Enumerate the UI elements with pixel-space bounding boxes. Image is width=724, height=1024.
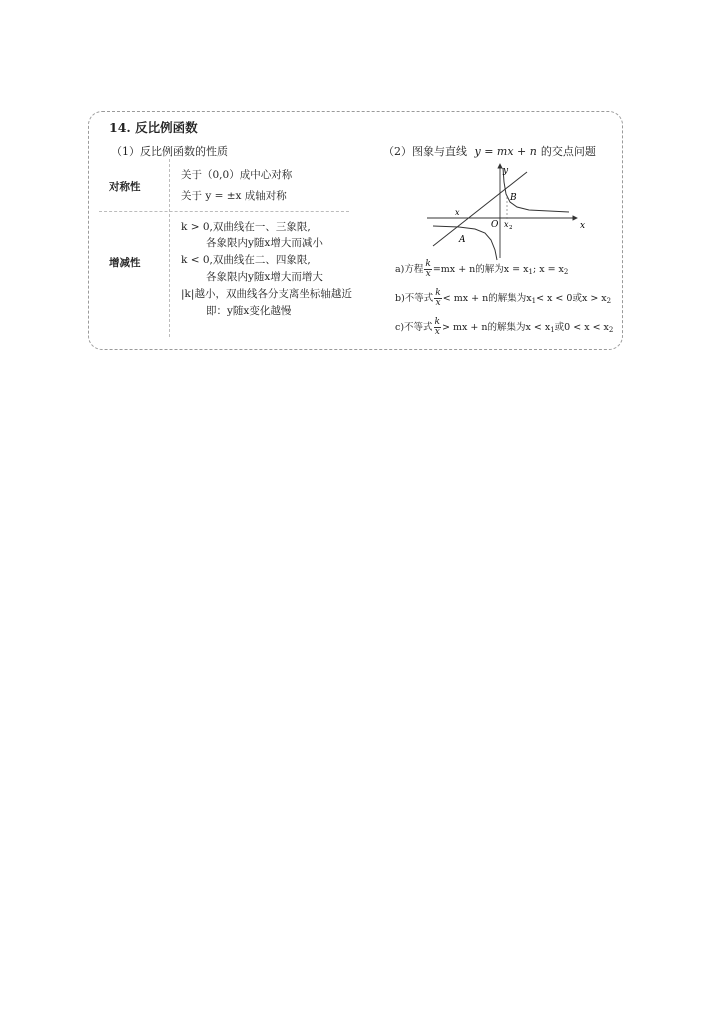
table-column-divider <box>169 159 170 337</box>
y-axis-label: y <box>503 166 509 176</box>
solution-b <box>395 289 611 308</box>
fraction-numerator: k <box>425 259 431 269</box>
left-heading: （1）反比例函数的性质 <box>111 145 228 158</box>
right-heading-text: （2）图象与直线 <box>383 145 467 158</box>
symmetry-line-1: 关于（0,0）成中心对称 <box>181 169 293 181</box>
symmetry-line-2: 关于 y = ±x 成轴对称 <box>181 190 287 202</box>
solution-b-prefix: b)不等式 <box>395 293 434 304</box>
fraction-denominator: x <box>434 327 440 337</box>
monotonicity-line-2: 各象限内y随x增大而减小 <box>206 237 323 249</box>
x2-label: x <box>504 220 509 229</box>
x2-label-sub: 2 <box>509 225 513 231</box>
solution-c-mid: 或0 < x < x <box>554 322 609 333</box>
row-header-symmetry: 对称性 <box>109 181 141 193</box>
fraction-denominator: x <box>425 269 431 279</box>
point-a-label: A <box>459 235 466 245</box>
solution-a-prefix: a)方程 <box>395 264 424 275</box>
fraction-k-over-x <box>424 260 431 279</box>
point-b-label: B <box>510 193 517 203</box>
solution-c <box>395 318 613 337</box>
fraction-k-over-x <box>434 289 441 308</box>
solution-a-rest: =mx + n的解为x = x <box>432 264 529 275</box>
solution-b-mid: < x < 0或x > x <box>536 293 607 304</box>
solution-a-mid: ; x = x <box>532 264 564 275</box>
right-heading-suffix: 的交点问题 <box>540 145 596 158</box>
solution-b-rest: < mx + n的解集为x <box>442 293 532 304</box>
row-header-monotonicity: 增减性 <box>109 257 141 269</box>
table-row-divider <box>99 211 349 212</box>
monotonicity-line-6: 即：y随x变化越慢 <box>206 305 292 317</box>
inverse-proportion-card <box>88 111 623 350</box>
solution-c-sub1: 1 <box>550 326 555 334</box>
solution-b-sub2: 2 <box>606 297 612 305</box>
x1-label: x <box>455 208 460 217</box>
solution-b-sub1: 1 <box>531 297 537 305</box>
hyperbola-branch-q1 <box>503 168 569 212</box>
monotonicity-line-1: k > 0,双曲线在一、三象限, <box>181 221 311 233</box>
solution-c-sub2: 2 <box>608 326 614 334</box>
fraction-denominator: x <box>435 298 441 308</box>
section-title: 14. 反比例函数 <box>109 120 198 135</box>
fraction-numerator: k <box>434 317 440 327</box>
fraction-k-over-x <box>434 318 441 337</box>
solution-a-sub2: 2 <box>563 268 569 276</box>
fraction-numerator: k <box>435 288 441 298</box>
line-y-mx-n <box>433 172 527 246</box>
x-axis-label: x <box>580 221 586 231</box>
monotonicity-line-4: 各象限内y随x增大而增大 <box>206 271 323 283</box>
solution-c-rest: > mx + n的解集为x < x <box>442 322 551 333</box>
monotonicity-line-5: |k|越小，双曲线各分支离坐标轴越近 <box>181 288 352 300</box>
solution-c-prefix: c)不等式 <box>395 322 433 333</box>
solution-a-sub1: 1 <box>528 268 533 276</box>
hyperbola-line-graph <box>419 162 589 262</box>
right-heading-equation: y = mx + n <box>474 145 537 158</box>
right-heading <box>383 143 596 159</box>
origin-label: O <box>491 220 499 230</box>
monotonicity-line-3: k < 0,双曲线在二、四象限, <box>181 254 311 266</box>
solution-a <box>395 260 568 279</box>
